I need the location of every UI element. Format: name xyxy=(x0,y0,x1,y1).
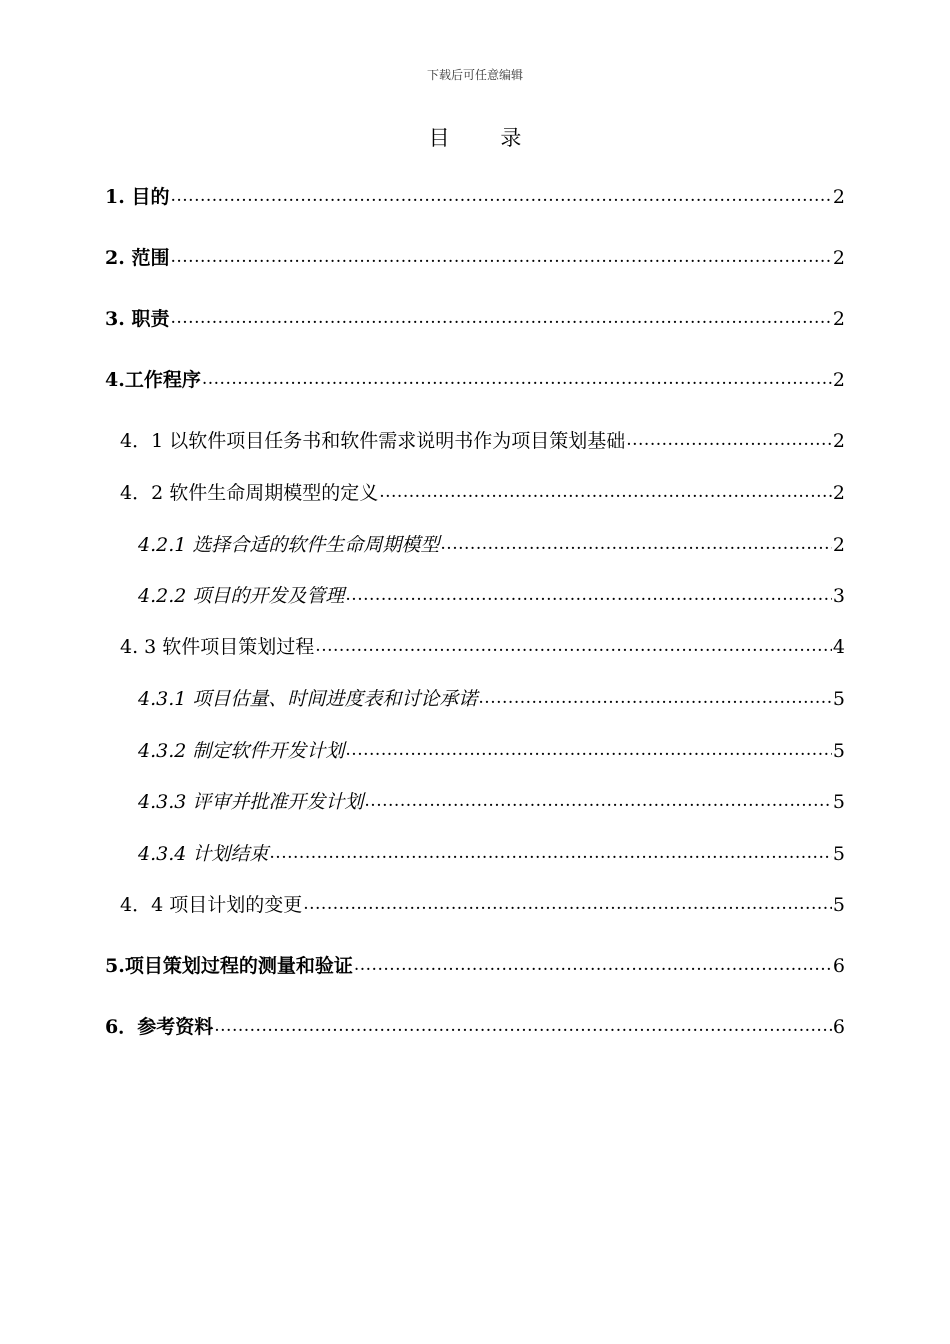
toc-entry-label: 4．1 以软件项目任务书和软件需求说明书作为项目策划基础 xyxy=(120,430,626,453)
toc-entry[interactable] xyxy=(120,886,845,916)
toc-dot-leader xyxy=(269,844,832,863)
toc-dot-leader xyxy=(364,792,832,811)
toc-dot-leader xyxy=(170,187,831,206)
toc-entry-page: 2 xyxy=(832,247,845,270)
toc-entry[interactable] xyxy=(120,628,845,658)
toc-dot-leader xyxy=(354,956,832,975)
toc-entry-page: 4 xyxy=(832,636,845,659)
toc-dot-leader xyxy=(214,1017,832,1036)
toc-entry-label: 1. 目的 xyxy=(105,186,170,209)
toc-entry-label: 4．2 软件生命周期模型的定义 xyxy=(120,482,379,505)
toc-entry-label: 4.3.1 项目估量、时间进度表和讨论承诺 xyxy=(138,688,478,711)
toc-entry-label: 4.3.2 制定软件开发计划 xyxy=(138,740,345,763)
toc-entry-label: 5.项目策划过程的测量和验证 xyxy=(105,955,353,978)
toc-entry-page: 2 xyxy=(832,308,845,331)
toc-entry-page: 5 xyxy=(832,894,845,917)
toc-dot-leader xyxy=(202,370,832,389)
toc-entry-page: 2 xyxy=(832,369,845,392)
toc-title: 目 录 xyxy=(428,126,544,150)
toc-entry[interactable] xyxy=(105,947,845,977)
toc-dot-leader xyxy=(478,689,832,708)
toc-entry-label: 4. 3 软件项目策划过程 xyxy=(120,636,315,659)
toc-dot-leader xyxy=(303,895,832,914)
toc-entry[interactable] xyxy=(105,239,845,269)
toc-entry-page: 6 xyxy=(832,955,845,978)
toc-entry-page: 3 xyxy=(832,585,845,608)
toc-entry-label: 3. 职责 xyxy=(105,308,170,331)
toc-entry-label: 4.2.1 选择合适的软件生命周期模型 xyxy=(138,534,440,557)
toc-entry-label: 4.3.3 评审并批准开发计划 xyxy=(138,791,364,814)
toc-entry-label: 4.工作程序 xyxy=(105,369,201,392)
toc-entry-page: 2 xyxy=(832,430,845,453)
toc-dot-leader xyxy=(170,248,831,267)
toc-entry-page: 5 xyxy=(832,791,845,814)
toc-entry-page: 5 xyxy=(832,740,845,763)
toc-dot-leader xyxy=(315,637,832,656)
toc-entry[interactable] xyxy=(138,835,845,865)
toc-entry-label: 2. 范围 xyxy=(105,247,170,270)
toc-entry[interactable] xyxy=(138,680,845,710)
toc-dot-leader xyxy=(345,741,832,760)
toc-dot-leader xyxy=(170,309,831,328)
toc-entry-page: 2 xyxy=(832,186,845,209)
toc-entry[interactable] xyxy=(105,300,845,330)
toc-entry[interactable] xyxy=(138,526,845,556)
toc-entry-label: 4．4 项目计划的变更 xyxy=(120,894,303,917)
toc-entry[interactable] xyxy=(105,178,845,208)
toc-entry[interactable] xyxy=(120,422,845,452)
toc-dot-leader xyxy=(379,483,832,502)
toc-entry[interactable] xyxy=(138,783,845,813)
toc-dot-leader xyxy=(626,431,832,450)
toc-entry[interactable] xyxy=(138,732,845,762)
toc-entry-page: 6 xyxy=(832,1016,845,1039)
toc-entry[interactable] xyxy=(105,1008,845,1038)
toc-entry-page: 5 xyxy=(832,688,845,711)
toc-dot-leader xyxy=(440,535,832,554)
toc-entry[interactable] xyxy=(105,361,845,391)
toc-entry-label: 4.2.2 项目的开发及管理 xyxy=(138,585,345,608)
toc-entry-label: 4.3.4 计划结束 xyxy=(138,843,269,866)
toc-dot-leader xyxy=(345,586,832,605)
toc-entry-page: 2 xyxy=(832,534,845,557)
toc-entry[interactable] xyxy=(120,474,845,504)
toc-entry-page: 5 xyxy=(832,843,845,866)
toc-entry[interactable] xyxy=(138,577,845,607)
header-note: 下载后可任意编辑 xyxy=(426,68,523,82)
toc-entry-page: 2 xyxy=(832,482,845,505)
toc-entry-label: 6．参考资料 xyxy=(105,1016,214,1039)
